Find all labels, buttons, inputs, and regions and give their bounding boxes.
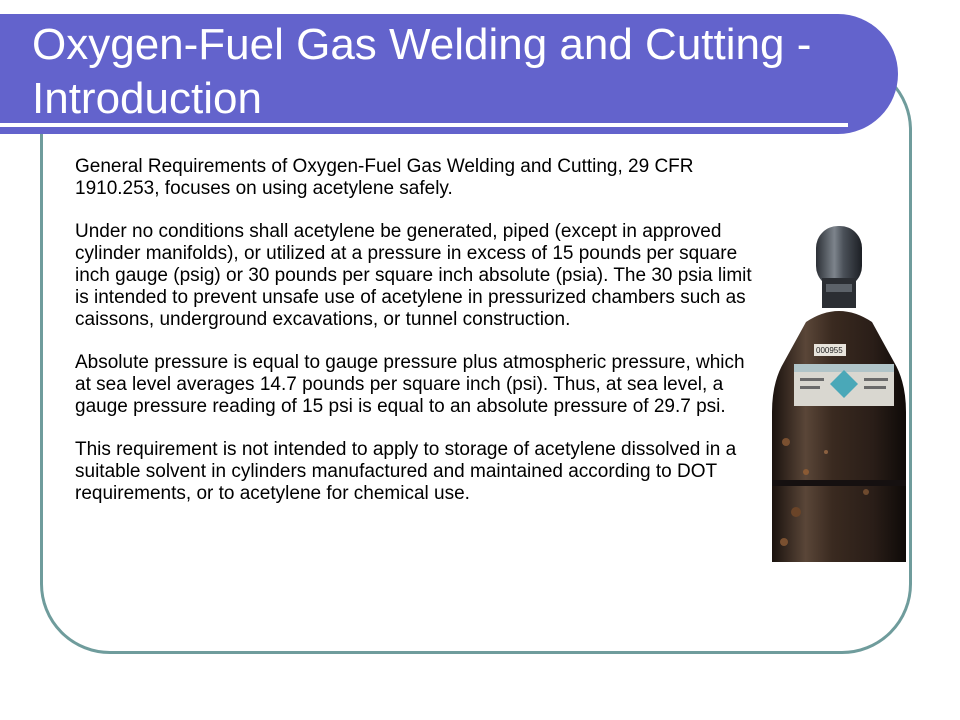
slide-title: Oxygen-Fuel Gas Welding and Cutting - Introduction: [32, 20, 812, 123]
acetylene-cylinder-image: [766, 222, 912, 564]
cylinder-tag-text: 000955: [816, 346, 843, 355]
paragraph-pressure-limits: Under no conditions shall acetylene be generated, piped (except in approved cylinder manifolds), or utilized at a pressure in excess of 15 pounds per square inch gauge (psig) or 30 pounds per square inch absolute (psia). The 30 psia limit is intended to prevent unsafe use of acetylene in pressurized chambers such as caissons, underground excavations, or tunnel construction.: [75, 221, 752, 330]
slide-body: [75, 156, 765, 526]
paragraph-storage-exception: This requirement is not intended to apply to storage of acetylene dissolved in a suitable solvent in cylinders manufactured and maintained according to DOT requirements, or to acetylene for chemical use.: [75, 439, 737, 504]
paragraph-absolute-pressure: Absolute pressure is equal to gauge pressure plus atmospheric pressure, which at sea level averages 14.7 pounds per square inch (psi). Thus, at sea level, a gauge pressure reading of 15 psi is equal to an absolute pressure of 29.7 psi.: [75, 352, 745, 417]
paragraph-general-requirements: General Requirements of Oxygen-Fuel Gas Welding and Cutting, 29 CFR 1910.253, focuses on using acetylene safely.: [75, 156, 694, 199]
